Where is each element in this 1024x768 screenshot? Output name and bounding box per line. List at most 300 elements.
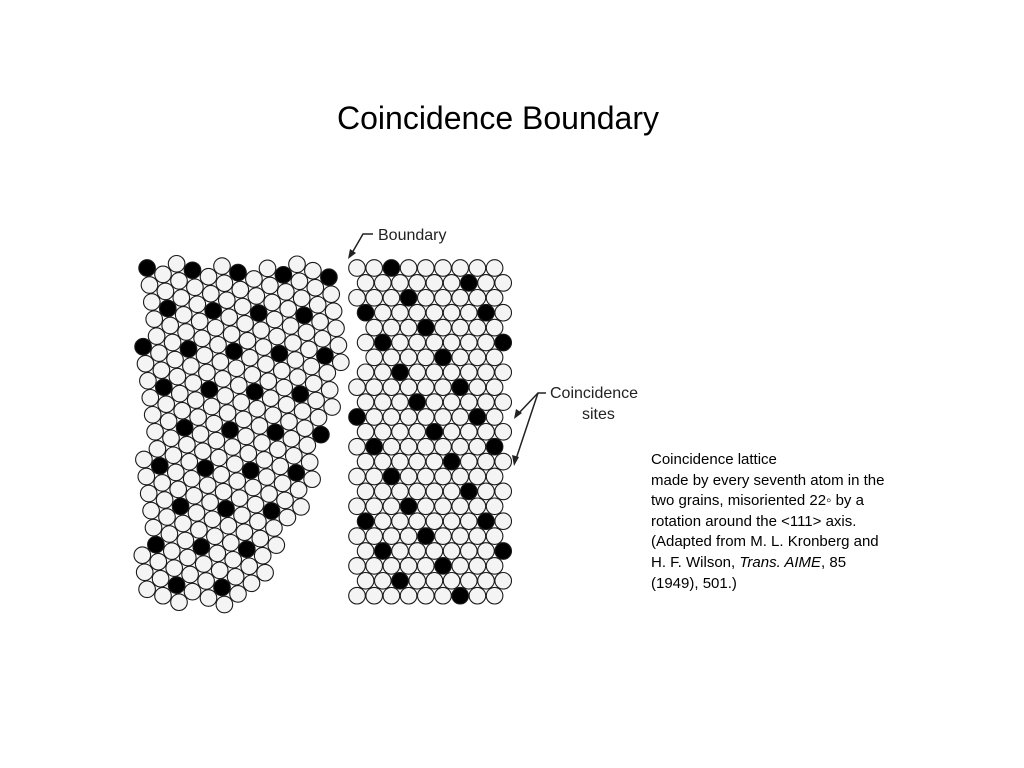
atom — [253, 322, 270, 339]
atom — [469, 260, 486, 277]
atom — [305, 375, 322, 392]
coincidence-atom — [418, 319, 435, 336]
caption-journal: Trans. AIME — [739, 553, 822, 571]
atom — [349, 290, 366, 307]
coincidence-atom — [478, 513, 495, 530]
atom — [495, 513, 512, 530]
coincidence-atom — [452, 379, 469, 396]
atom — [461, 364, 478, 381]
atom — [409, 304, 426, 321]
atom — [383, 558, 400, 575]
atom — [141, 277, 158, 294]
right-grain-atoms — [349, 260, 512, 604]
atom — [173, 290, 190, 307]
atom — [290, 482, 307, 499]
coincidence-atom — [400, 290, 417, 307]
atom — [216, 275, 233, 292]
atom — [227, 456, 244, 473]
atom — [486, 558, 503, 575]
atom — [349, 260, 366, 277]
atom — [191, 522, 208, 539]
coincidence-atom — [139, 260, 156, 277]
atom — [164, 334, 181, 351]
atom — [469, 349, 486, 366]
atom — [240, 445, 257, 462]
atom — [461, 453, 478, 470]
atom — [461, 334, 478, 351]
atom — [301, 454, 318, 471]
atom — [375, 304, 392, 321]
boundary-label: Boundary — [378, 227, 447, 244]
atom — [383, 587, 400, 604]
atom — [213, 466, 230, 483]
atom — [486, 319, 503, 336]
coincidence-atom — [250, 305, 267, 322]
atom — [495, 394, 512, 411]
atom — [185, 375, 202, 392]
atom — [409, 364, 426, 381]
atom — [196, 347, 213, 364]
coincidence-atom — [296, 307, 313, 324]
atom — [147, 424, 164, 441]
atom — [264, 294, 281, 311]
coincidence-atom — [148, 536, 165, 553]
atom — [426, 573, 443, 590]
atom — [299, 437, 316, 454]
figure-caption — [651, 450, 931, 594]
atom — [210, 337, 227, 354]
atom — [289, 256, 306, 273]
atom — [366, 349, 383, 366]
atom — [409, 334, 426, 351]
coincidence-atom — [218, 500, 235, 517]
atom — [349, 438, 366, 455]
atom — [409, 453, 426, 470]
atom — [469, 587, 486, 604]
atom — [209, 545, 226, 562]
coincidence-atom — [176, 419, 193, 436]
atom — [157, 283, 174, 300]
atom — [418, 468, 435, 485]
atom — [426, 543, 443, 560]
atom — [178, 324, 195, 341]
atom — [148, 328, 165, 345]
atom — [297, 420, 314, 437]
atom — [258, 469, 275, 486]
atom — [139, 581, 156, 598]
atom — [281, 413, 298, 430]
atom — [426, 483, 443, 500]
atom — [426, 364, 443, 381]
atom — [156, 492, 173, 509]
coincidence-boundary-figure — [125, 215, 665, 615]
atom — [207, 320, 224, 337]
atom — [435, 587, 452, 604]
atom — [383, 379, 400, 396]
atom — [314, 331, 331, 348]
atom — [237, 315, 254, 332]
atom — [452, 558, 469, 575]
coincidence-atom — [478, 304, 495, 321]
atom — [252, 530, 269, 547]
atom — [158, 396, 175, 413]
atom — [409, 424, 426, 441]
coincidence-atom — [275, 267, 292, 284]
coincidence-atom — [400, 498, 417, 515]
coincidence-atom — [383, 468, 400, 485]
atom — [211, 562, 228, 579]
atom — [233, 394, 250, 411]
atom — [250, 513, 267, 530]
atom — [293, 499, 310, 516]
atom — [244, 367, 261, 384]
atom — [435, 468, 452, 485]
coincidence-arrowhead-lower — [512, 455, 519, 466]
atom — [452, 528, 469, 545]
coincidence-atom — [349, 409, 366, 426]
atom — [223, 326, 240, 343]
caption-volume: , 85 — [821, 553, 847, 571]
atom — [392, 543, 409, 560]
atom — [224, 439, 241, 456]
atom — [262, 277, 279, 294]
atom — [418, 349, 435, 366]
atom — [357, 453, 374, 470]
atom — [145, 519, 162, 536]
coincidence-atom — [267, 424, 284, 441]
atom — [279, 509, 296, 526]
atom — [274, 475, 291, 492]
atom — [333, 354, 350, 371]
atom — [272, 458, 289, 475]
atom — [392, 513, 409, 530]
slide-title-text: Coincidence Boundary — [337, 100, 659, 136]
atom — [190, 409, 207, 426]
atom — [321, 382, 338, 399]
atom — [221, 309, 238, 326]
coincidence-atom — [214, 579, 231, 596]
atom — [180, 549, 197, 566]
atom — [469, 290, 486, 307]
atom — [375, 513, 392, 530]
atom — [452, 319, 469, 336]
coincidence-atom — [197, 460, 214, 477]
atom — [452, 290, 469, 307]
coincidence-atom — [495, 334, 512, 351]
atom — [452, 438, 469, 455]
coincidence-atom — [317, 348, 334, 365]
coincidence-atom — [242, 462, 259, 479]
atom — [478, 275, 495, 292]
coincidence-atom — [321, 269, 338, 286]
atom — [179, 436, 196, 453]
atom — [256, 452, 273, 469]
atom — [199, 364, 216, 381]
atom — [418, 290, 435, 307]
atom — [357, 334, 374, 351]
atom — [207, 528, 224, 545]
atom — [203, 398, 220, 415]
atom — [166, 560, 183, 577]
atom — [357, 364, 374, 381]
atom — [375, 364, 392, 381]
atom — [171, 594, 188, 611]
atom — [330, 337, 347, 354]
coincidence-atom — [375, 543, 392, 560]
atom — [418, 438, 435, 455]
atom — [312, 314, 329, 331]
atom — [175, 307, 192, 324]
atom — [247, 496, 264, 513]
atom — [478, 573, 495, 590]
atom — [495, 304, 512, 321]
atom — [169, 368, 186, 385]
atom — [375, 424, 392, 441]
atom — [186, 488, 203, 505]
atom — [469, 498, 486, 515]
atom — [469, 379, 486, 396]
atom — [215, 371, 232, 388]
atom — [478, 334, 495, 351]
atom — [409, 275, 426, 292]
atom — [231, 490, 248, 507]
atom — [152, 570, 169, 587]
atom — [435, 528, 452, 545]
atom — [383, 290, 400, 307]
atom — [174, 402, 191, 419]
atom — [227, 569, 244, 586]
atom — [189, 296, 206, 313]
atom — [162, 317, 179, 334]
coincidence-atom — [366, 438, 383, 455]
atom — [219, 405, 236, 422]
atom — [366, 587, 383, 604]
atom — [269, 328, 286, 345]
coincidence-atom — [392, 364, 409, 381]
atom — [140, 485, 157, 502]
atom — [285, 335, 302, 352]
atom — [366, 498, 383, 515]
atom — [182, 566, 199, 583]
atom — [495, 364, 512, 381]
atom — [181, 454, 198, 471]
atom — [225, 552, 242, 569]
atom — [303, 358, 320, 375]
atom — [217, 388, 234, 405]
atom — [266, 311, 283, 328]
atom — [409, 483, 426, 500]
atom — [236, 524, 253, 541]
atom — [163, 430, 180, 447]
atom — [305, 262, 322, 279]
atom — [486, 379, 503, 396]
atom — [278, 284, 295, 301]
atom — [291, 273, 308, 290]
atom — [486, 409, 503, 426]
atom — [138, 468, 155, 485]
atom — [443, 543, 460, 560]
coincidence-atom — [222, 422, 239, 439]
atom — [206, 415, 223, 432]
slide-title — [0, 100, 1000, 137]
coincidence-atom — [288, 465, 305, 482]
atom — [153, 362, 170, 379]
boundary-leader-line — [352, 234, 373, 253]
atom — [287, 352, 304, 369]
atom — [469, 319, 486, 336]
atom — [229, 473, 246, 490]
atom — [461, 543, 478, 560]
atom — [366, 379, 383, 396]
atom — [375, 573, 392, 590]
atom — [202, 494, 219, 511]
atom — [194, 330, 211, 347]
atom — [366, 319, 383, 336]
coincidence-atom — [292, 386, 309, 403]
atom — [282, 318, 299, 335]
caption-line — [651, 553, 931, 574]
coincidence-atom — [193, 539, 210, 556]
atom — [349, 379, 366, 396]
atom — [262, 390, 279, 407]
atom — [161, 526, 178, 543]
atom — [261, 486, 278, 503]
atom — [383, 498, 400, 515]
atom — [375, 394, 392, 411]
atom — [435, 409, 452, 426]
atom — [418, 260, 435, 277]
atom — [258, 356, 275, 373]
coincidence-atom — [469, 409, 486, 426]
coincidence-atom — [383, 260, 400, 277]
atom — [366, 558, 383, 575]
atom — [435, 290, 452, 307]
caption-line: Coincidence lattice — [651, 451, 777, 468]
atom — [392, 483, 409, 500]
atom — [323, 286, 340, 303]
atom — [277, 492, 294, 509]
atom — [231, 377, 248, 394]
atom — [349, 587, 366, 604]
atom — [137, 355, 154, 372]
atom — [375, 275, 392, 292]
coincidence-atom — [201, 381, 218, 398]
coincidence-atom — [443, 453, 460, 470]
coincidence-atom — [495, 543, 512, 560]
atom — [259, 260, 276, 277]
atom — [215, 483, 232, 500]
atom — [461, 304, 478, 321]
atom — [418, 409, 435, 426]
atom — [171, 273, 188, 290]
atom — [375, 483, 392, 500]
caption-line: (Adapted from M. L. Kronberg and — [651, 533, 879, 551]
atom — [357, 543, 374, 560]
atom — [486, 260, 503, 277]
coincidence-leader-lower — [516, 393, 538, 459]
atom — [349, 498, 366, 515]
coincidence-atom — [156, 379, 173, 396]
atom — [349, 468, 366, 485]
atom — [426, 334, 443, 351]
atom — [309, 297, 326, 314]
atom — [443, 334, 460, 351]
atom — [461, 394, 478, 411]
atom — [409, 573, 426, 590]
atom — [400, 528, 417, 545]
atom — [154, 475, 171, 492]
coincidence-atom — [418, 528, 435, 545]
atom — [409, 513, 426, 530]
atom — [159, 509, 176, 526]
atom — [308, 392, 325, 409]
atom — [443, 424, 460, 441]
atom — [400, 379, 417, 396]
atom — [216, 596, 233, 613]
atom — [208, 432, 225, 449]
atom — [325, 303, 342, 320]
atom — [192, 426, 209, 443]
coincidence-atom — [435, 558, 452, 575]
coincidence-atom — [160, 300, 177, 317]
atom — [366, 290, 383, 307]
atom — [149, 441, 166, 458]
atom — [486, 349, 503, 366]
coincidence-atom — [205, 303, 222, 320]
atom — [136, 564, 153, 581]
atom — [400, 349, 417, 366]
atom — [357, 394, 374, 411]
atom — [324, 399, 341, 416]
atom — [243, 575, 260, 592]
atom — [301, 341, 318, 358]
atom — [136, 451, 153, 468]
atom — [199, 477, 216, 494]
atom — [188, 505, 205, 522]
coincidence-sites-label-line1: Coincidence — [550, 385, 639, 402]
atom — [144, 407, 161, 424]
coincidence-atom — [152, 458, 169, 475]
atom — [195, 556, 212, 573]
coincidence-atom — [226, 343, 243, 360]
atom — [164, 543, 181, 560]
atom — [241, 558, 258, 575]
atom — [212, 354, 229, 371]
atom — [383, 409, 400, 426]
atom — [426, 304, 443, 321]
atom — [366, 528, 383, 545]
left-grain-atoms — [134, 255, 349, 612]
atom — [140, 373, 157, 390]
atom — [400, 260, 417, 277]
atom — [255, 339, 272, 356]
atom — [200, 590, 217, 607]
atom — [418, 498, 435, 515]
atom — [349, 528, 366, 545]
coincidence-atom — [486, 438, 503, 455]
atom — [392, 334, 409, 351]
coincidence-atom — [313, 426, 330, 443]
atom — [452, 349, 469, 366]
coincidence-atom — [263, 503, 280, 520]
atom — [211, 449, 228, 466]
atom — [478, 424, 495, 441]
atom — [435, 498, 452, 515]
atom — [307, 279, 324, 296]
atom — [452, 468, 469, 485]
atom — [418, 379, 435, 396]
atom — [357, 483, 374, 500]
